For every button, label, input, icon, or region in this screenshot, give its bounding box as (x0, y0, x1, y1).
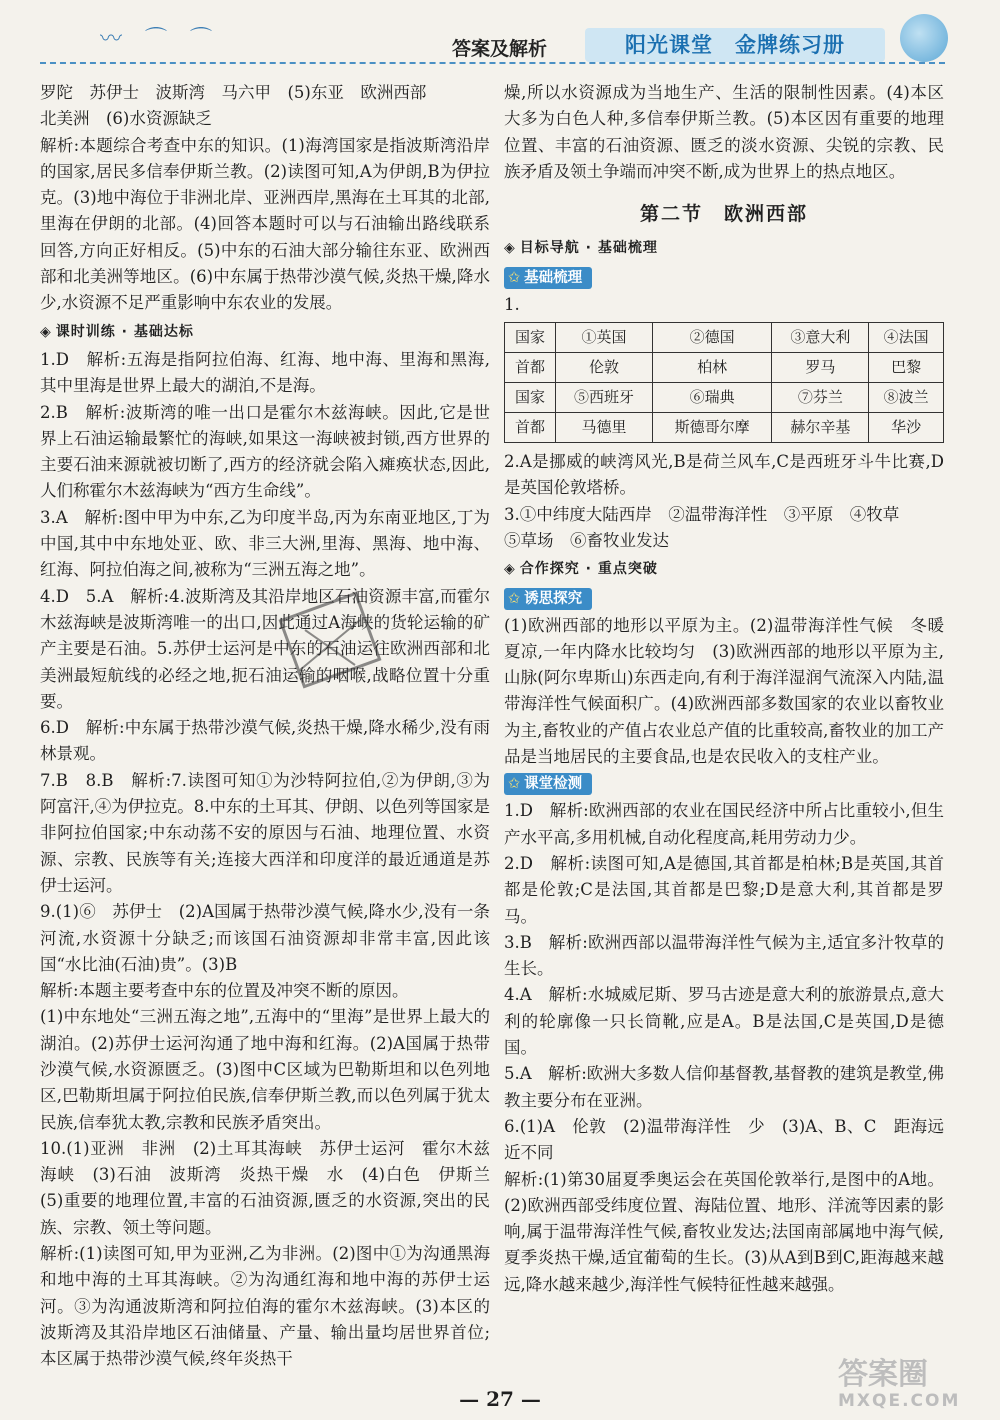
section-coop-heading: ◈ 合作探究 · 重点突破 (504, 561, 658, 578)
page-header (40, 22, 945, 67)
globe-icon (900, 14, 948, 62)
table-row (505, 383, 944, 413)
page-number: — 27 — (459, 1387, 541, 1411)
subheading-explore: ✩ 诱思探究 (504, 588, 592, 610)
table-cell: 柏林 (653, 353, 772, 383)
table-cell: 马德里 (556, 413, 653, 443)
table-cell: 首都 (505, 413, 556, 443)
left-paragraph: 9.(1)⑥ 苏伊士 (2)A国属于热带沙漠气候,降水少,没有一条河流,水资源十分缺乏;而该国石油资源却非常丰富,因此该国“水比油(石油)贵”。(3)B (40, 902, 490, 974)
table-cell: ②德国 (653, 323, 772, 353)
right-column (504, 80, 944, 1298)
right-paragraph: 2.A是挪威的峡湾风光,B是荷兰风车,C是西班牙斗牛比赛,D是英国伦敦塔桥。 (504, 452, 944, 498)
table-cell: 国家 (505, 383, 556, 413)
check-paragraph: 解析:(1)第30届夏季奥运会在英国伦敦举行,是图中的A地。(2)欧洲西部受纬度位置、海陆位置、地形、洋流等因素的影响,属于温带海洋性气候,畜牧业发达;法国南部属地中海气候,夏季炎热干燥,适宜葡萄的生长。(3)从A到B到C,距海越来越远,降水越来越少,海洋性气候特征性越来越强。 (504, 1169, 944, 1294)
header-title: 答案及解析 (452, 38, 548, 60)
table-cell: ⑧波兰 (869, 383, 944, 413)
table-cell: 斯德哥尔摩 (653, 413, 772, 443)
section-goal-heading: ◈ 目标导航 · 基础梳理 (504, 240, 658, 257)
table-cell: 华沙 (869, 413, 944, 443)
table-cell: ⑦芬兰 (772, 383, 869, 413)
table-cell: 赫尔辛基 (772, 413, 869, 443)
left-paragraph: 7.B 8.B 解析:7.读图可知①为沙特阿拉伯,②为伊朗,③为阿富汗,④为伊拉克。8.中东的土耳其、伊朗、以色列等国家是非阿拉伯国家;中东动荡不安的原因与石油、地理位置、水资源、宗教、民族等有关;连接大西洋和印度洋的最近通道是苏伊士运河。 (40, 770, 490, 895)
right-paragraph: 燥,所以水资源成为当地生产、生活的限制性因素。(4)本区大多为白色人种,多信奉伊斯兰教。(5)本区因有重要的地理位置、丰富的石油资源、匮乏的淡水资源、尖锐的宗教、民族矛盾及领土争端而冲突不断,成为世界上的热点地区。 (504, 83, 944, 181)
star-icon: ✩ (508, 269, 521, 286)
table-row (505, 353, 944, 383)
left-paragraph: 1.D 解析:五海是指阿拉伯海、红海、地中海、里海和黑海,其中里海是世界上最大的湖泊,不是海。 (40, 349, 490, 396)
table-cell: 首都 (505, 353, 556, 383)
left-paragraph: 6.D 解析:中东属于热带沙漠气候,炎热干燥,降水稀少,没有雨林景观。 (40, 718, 490, 764)
check-paragraph: 4.A 解析:水城威尼斯、罗马古迹是意大利的旅游景点,意大利的轮廓像一只长筒靴,应是A。B是法国,C是英国,D是德国。 (504, 985, 944, 1058)
right-paragraph: ⑤草场 ⑥畜牧业发达 (504, 530, 669, 550)
left-paragraph: 4.D 5.A 解析:4.波斯湾及其沿岸地区石油资源丰富,而霍尔木兹海峡是波斯湾唯一的出口,因此通过A海峡的货轮运输的矿产主要是石油。5.苏伊士运河是中东的石油运往欧洲西部和北美洲最短航线的必经之地,扼石油运输的咽喉,战略位置十分重要。 (40, 586, 490, 711)
star-icon: ✩ (508, 776, 521, 793)
table-cell: ④法国 (869, 323, 944, 353)
header-brand: 阳光课堂 金牌练习册 (585, 28, 885, 62)
capitals-table (504, 322, 944, 443)
check-paragraph: 6.(1)A 伦敦 (2)温带海洋性 少 (3)A、B、C 距海远近不同 (504, 1116, 944, 1163)
birds-icon: 〰 ⌒ ⌒ (100, 27, 220, 52)
left-paragraph: (1)中东地处“三洲五海之地”,五海中的“里海”是世界上最大的湖泊。(2)苏伊士运河沟通了地中海和红海。(2)A国属于热带沙漠气候,水资源匮乏。(3)图中C区域为巴勒斯坦和以色列地区,巴勒斯坦属于阿拉伯民族,信奉伊斯兰教,而以色列属于犹太民族,信奉犹太教,宗教和民族矛盾突出。 (40, 1007, 490, 1132)
check-paragraph: 1.D 解析:欧洲西部的农业在国民经济中所占比重较小,但生产水平高,多用机械,自动化程度高,耗用劳动力少。 (504, 801, 944, 847)
table-cell: ⑤西班牙 (556, 383, 653, 413)
left-paragraph: 2.B 解析:波斯湾的唯一出口是霍尔木兹海峡。因此,它是世界上石油运输最繁忙的海峡,如果这一海峡被封锁,西方世界的主要石油来源就被切断了,西方的经济就会陷入瘫痪状态,因此,人们称霍尔木兹海峡为“西方生命线”。 (40, 402, 490, 501)
check-paragraph: 3.B 解析:欧洲西部以温带海洋性气候为主,适宜多汁牧草的生长。 (504, 932, 944, 979)
subheading-basic: ✩ 基础梳理 (504, 267, 592, 289)
header-divider (40, 62, 945, 64)
section-title: 第二节 欧洲西部 (639, 203, 808, 226)
table-cell: ③意大利 (772, 323, 869, 353)
stamp-mark (270, 590, 390, 700)
left-paragraph: 10.(1)亚洲 非洲 (2)土耳其海峡 苏伊士运河 霍尔木兹海峡 (3)石油 波斯湾 炎热干燥 水 (4)白色 伊斯兰 (5)重要的地理位置,丰富的石油资源,匮乏的水资源,突出的民族、宗教、领土等问题。 (40, 1138, 507, 1237)
check-paragraph: 5.A 解析:欧洲大多数人信仰基督教,基督教的建筑是教堂,佛教主要分布在亚洲。 (504, 1064, 944, 1110)
table-cell: ⑥瑞典 (653, 383, 772, 413)
subheading-check: ✩ 课堂检测 (504, 773, 592, 795)
table-row (505, 323, 944, 353)
left-column (40, 80, 507, 1373)
table-cell: 巴黎 (869, 353, 944, 383)
star-icon: ✩ (508, 590, 521, 607)
left-paragraph: 解析:(1)读图可知,甲为亚洲,乙为非洲。(2)图中①为沟通黑海和地中海的土耳其海峡。②为沟通红海和地中海的苏伊士运河。③为沟通波斯湾和阿拉伯海的霍尔木兹海峡。(3)本区的波斯湾及其沿岸地区石油储量、产量、输出量均居世界首位;本区属于热带沙漠气候,终年炎热干 (40, 1244, 490, 1369)
left-paragraph: 3.A 解析:图中甲为中东,乙为印度半岛,丙为东南亚地区,丁为中国,其中中东地处亚、欧、非三大洲,里海、黑海、地中海、红海、阿拉伯海之间,被称为“三洲五海之地”。 (40, 507, 490, 580)
left-paragraph: 解析:本题主要考查中东的位置及冲突不断的原因。 (40, 981, 409, 1001)
table-cell: ①英国 (556, 323, 653, 353)
watermark-logo: 答案圈 MXQE.COM (838, 1357, 961, 1411)
left-paragraph: 罗陀 苏伊士 波斯湾 马六甲 (5)东亚 欧洲西部 (40, 83, 427, 102)
table-row (505, 413, 944, 443)
question-1-label: 1. (504, 294, 520, 314)
left-paragraph: 解析:本题综合考查中东的知识。(1)海湾国家是指波斯湾沿岸的国家,居民多信奉伊斯兰教。(2)读图可知,A为伊朗,B为伊拉克。(3)地中海位于非洲北岸、亚洲西岸,黑海在土耳其的北部,里海在伊朗的北部。(4)回答本题时可以与石油输出路线联系回答,方向正好相反。(5)中东的石油大部分输往东亚、欧洲西部和北美洲等地区。(6)中东属于热带沙漠气候,炎热干燥,降水少,水资源不足严重影响中东农业的发展。 (40, 135, 490, 313)
right-paragraph: 3.①中纬度大陆西岸 ②温带海洋性 ③平原 ④牧草 (504, 504, 900, 524)
explore-answer: (1)欧洲西部的地形以平原为主。(2)温带海洋性气候 冬暖夏凉,一年内降水比较均匀 (3)欧洲西部的地形以平原为主,山脉(阿尔卑斯山)东西走向,有利于海洋湿润气流深入内陆,温带海洋性气候面积广。(4)欧洲西部多数国家的农业以畜牧业为主,畜牧业的产值占农业总产值的比重较高,畜牧业的加工产品是当地居民的主要食品,也是农民收入的支柱产业。 (504, 615, 944, 767)
check-paragraph: 2.D 解析:读图可知,A是德国,其首都是柏林;B是英国,其首都是伦敦;C是法国,其首都是巴黎;D是意大利,其首都是罗马。 (504, 853, 944, 926)
table-cell: 伦敦 (556, 353, 653, 383)
table-cell: 罗马 (772, 353, 869, 383)
left-paragraph: 北美洲 (6)水资源缺乏 (40, 109, 212, 129)
table-cell: 国家 (505, 323, 556, 353)
section-heading: ◈ 课时训练 · 基础达标 (40, 323, 194, 340)
